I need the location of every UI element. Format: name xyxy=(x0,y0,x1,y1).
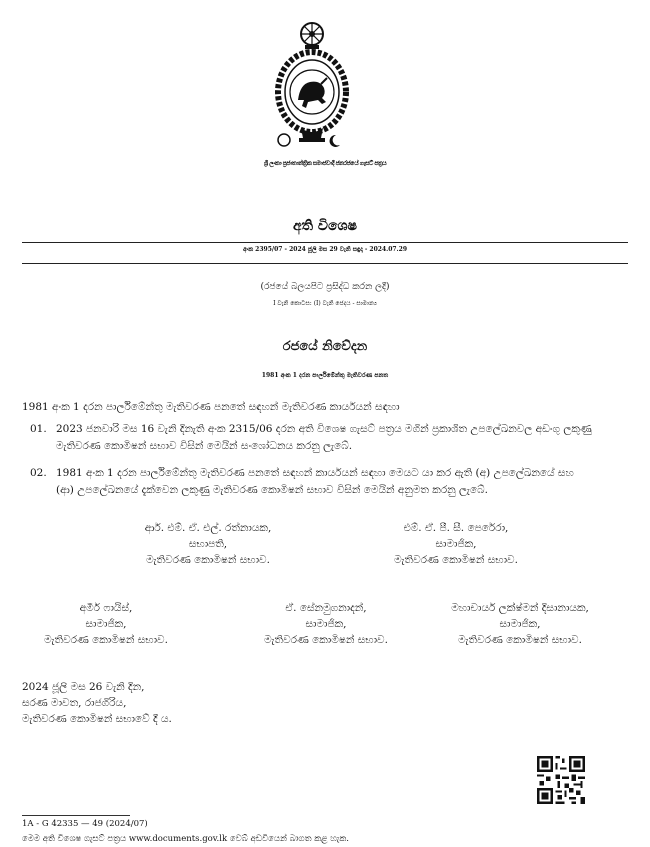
signatory-body: මැතිවරණ කොමිෂන් සභාව. xyxy=(458,634,582,646)
paragraph-number: 01. xyxy=(30,423,47,435)
signatory-role: සාමාජික, xyxy=(305,618,347,630)
signature-block xyxy=(226,600,426,648)
download-notice: මෙම අති විශෙෂ ගැසට් පත්‍රය www.documents.gov.lk වෙබ් අඩවියෙන් බාගත කළ හැක. xyxy=(22,834,349,844)
signatory-body: මැතිවරණ කොමිෂන් සභාව. xyxy=(394,554,518,566)
signatory-body: මැතිවරණ කොමිෂන් සභාව. xyxy=(264,634,388,646)
signatory-name: අමීර් ෆායිස්, xyxy=(79,602,133,614)
gazette-title: ශ්‍රී ලංකා ප්‍රජාතාන්ත්‍රික සමාජවාදී ජනරජයේ ගැසට් පත්‍රය xyxy=(263,160,387,167)
signatory-body: මැතිවරණ කොමිෂන් සභාව. xyxy=(146,554,270,566)
office-address: සරණ මාවත, රාජගිරිය, xyxy=(22,697,127,709)
signatory-role: සභාපති, xyxy=(188,538,228,550)
print-reference: 1A - G 42335 — 49 (2024/07) xyxy=(22,819,148,829)
paragraph-line: මැතිවරණ කොමිෂන් සභාව විසින් මෙයින් සංශෝධනය කරනු ලැබේ. xyxy=(56,440,353,452)
signatory-role: සාමාජික, xyxy=(85,618,127,630)
signatory-role: සාමාජික, xyxy=(435,538,477,550)
qr-code-icon xyxy=(537,756,585,804)
paragraph-line: 2023 ජනවාරි මස 16 වැනි දිනැති අංක 2315/06 දරන අති විශෙෂ ගැසට් පත්‍රය මගින් ප්‍රකාශිත උපලේඛනවල අඩංගු ලකුණු xyxy=(56,423,592,435)
part-title: I වැනි කොටස: (I) වැනි ජෙදය - සාමාන්‍ය xyxy=(273,300,377,307)
paragraph-line: 1981 අංක 1 දරන පාර්ලිමේන්තු මැතිවරණ පනතේ සඳහන් කාර්යයන් සඳහා මෙයට යා කර ඇති (අ) උපලේඛනයේ සහ xyxy=(56,467,574,479)
signatory-name: මහාචාර්ය ලක්ෂ්මන් දිසානායක, xyxy=(451,602,589,614)
act-heading: 1981 අංක 1 දරන පාර්ලිමේන්තු මැතිවරණ පනත xyxy=(261,372,389,379)
signature-block xyxy=(356,520,556,568)
signatory-role: සාමාජික, xyxy=(499,618,541,630)
signatory-name: ඒ. සේනමුගනාදන්, xyxy=(285,602,367,614)
paragraph-number: 02. xyxy=(30,467,47,479)
signatory-name: එම්. ඒ. පී. සී. පෙරේරා, xyxy=(403,522,509,534)
notification-heading: රජයේ නිවේදන xyxy=(282,339,368,354)
issuing-office: මැතිවරණ කොමිෂන් සභාවේ දී ය. xyxy=(22,713,172,725)
divider xyxy=(22,263,628,264)
paragraph-line: (ආ) උපලේඛනයේ දැක්වෙන ලකුණු මැතිවරණ කොමිෂන් සභාව විසින් මෙයින් අනුමත කරනු ලැබේ. xyxy=(56,484,488,496)
issue-date: 2024 ජූලි මස 26 වැනි දින, xyxy=(22,681,145,693)
signature-block xyxy=(6,600,206,648)
divider xyxy=(22,242,628,243)
extraordinary-label: අති විශෙෂ xyxy=(293,218,357,234)
state-emblem-icon xyxy=(271,14,353,154)
signatory-name: ආර්. එම්. ඒ. එල්. රත්නායක, xyxy=(144,522,272,534)
signatory-body: මැතිවරණ කොමිෂන් සභාව. xyxy=(44,634,168,646)
footer-divider xyxy=(22,815,130,816)
authority-line: (රජයේ බලයපිට ප්‍රසිද්ධ කරන ලදී) xyxy=(260,282,390,292)
date-place-block xyxy=(22,679,172,727)
signature-block xyxy=(410,600,630,648)
intro-text: 1981 අංක 1 දරන පාර්ලිමේන්තු මැතිවරණ පනතේ සඳහන් මැතිවරණ කාර්යයන් සඳහා xyxy=(22,401,400,413)
signature-block xyxy=(108,520,308,568)
issue-line: අංක 2395/07 - 2024 ජූලි මස 29 වැනි සඳුදා - 2024.07.29 xyxy=(243,246,407,253)
